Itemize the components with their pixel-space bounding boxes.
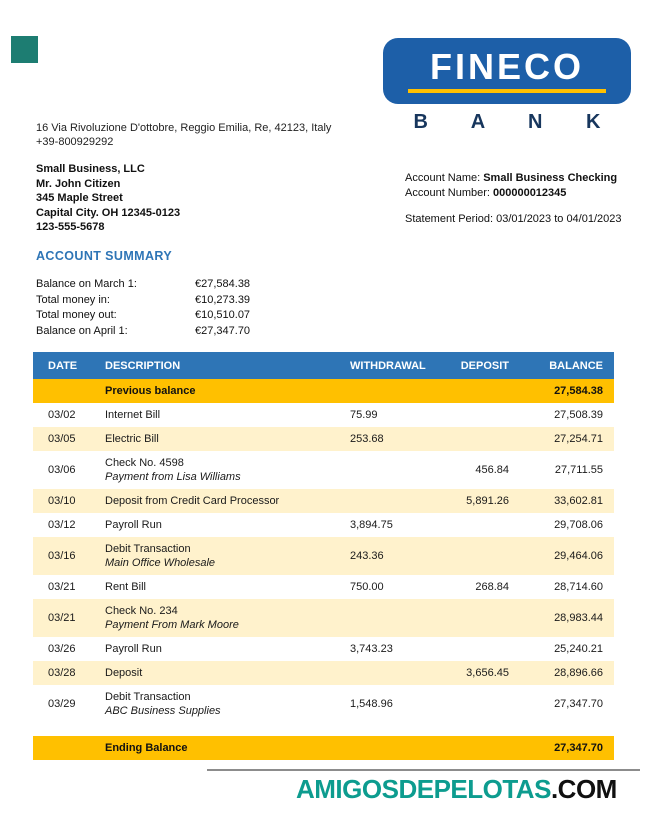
- cell-balance: 28,896.66: [554, 667, 603, 679]
- cell-description: [98, 489, 345, 513]
- account-summary-title: ACCOUNT SUMMARY: [36, 249, 173, 263]
- cell-date: 03/05: [48, 433, 76, 445]
- cell-balance: 27,347.70: [554, 698, 603, 710]
- cell-description-note: Payment from Lisa Williams: [105, 471, 241, 483]
- cell-balance: 28,983.44: [554, 612, 603, 624]
- logo-box: [383, 38, 631, 104]
- summary-label: Total money out:: [36, 309, 117, 321]
- brand-corner-mark: [11, 36, 38, 63]
- cell-balance: 33,602.81: [554, 495, 603, 507]
- cell-description: [98, 537, 345, 575]
- cell-description-note: Payment From Mark Moore: [105, 619, 239, 631]
- customer-contact-line: Mr. John Citizen: [36, 177, 121, 190]
- cell-description-main: Payroll Run: [105, 519, 162, 531]
- customer-city-line: Capital City. OH 12345-0123: [36, 206, 181, 219]
- cell-description: [98, 661, 345, 685]
- table-row: [33, 513, 614, 537]
- summary-row: [36, 324, 250, 340]
- table-spacer-row: [33, 723, 614, 736]
- logo-bank-text: B A N K: [413, 111, 620, 133]
- bank-address-block: [36, 121, 331, 149]
- table-row: [33, 637, 614, 661]
- cell-date: 03/06: [48, 464, 76, 476]
- cell-description-main: Deposit: [105, 667, 143, 679]
- table-row: [33, 736, 614, 760]
- bank-phone: +39-800929292: [36, 136, 114, 148]
- customer-address-block: [36, 162, 180, 235]
- header-description: DESCRIPTION: [105, 359, 181, 372]
- table-header: [33, 352, 614, 379]
- cell-balance: 27,347.70: [554, 742, 603, 754]
- table-row: [33, 537, 614, 575]
- fineco-logo: [383, 38, 631, 134]
- cell-withdrawal: 3,894.75: [350, 519, 393, 531]
- footer-suffix: .COM: [550, 774, 617, 804]
- transactions-table: [33, 352, 614, 760]
- logo-underline: [408, 89, 606, 93]
- summary-value: €27,584.38: [195, 278, 251, 290]
- cell-date: 03/02: [48, 409, 76, 421]
- cell-description: [98, 637, 345, 661]
- cell-date: 03/10: [48, 495, 76, 507]
- cell-description: [98, 403, 345, 427]
- cell-balance: 29,464.06: [554, 550, 603, 562]
- cell-description-main: Deposit from Credit Card Processor: [105, 495, 280, 507]
- cell-description: [98, 736, 345, 760]
- cell-description-main: Check No. 234: [105, 605, 178, 617]
- cell-description: [98, 685, 345, 723]
- footer-brand: AMIGOSDEPELOTAS: [296, 774, 551, 804]
- cell-description-main: Rent Bill: [105, 581, 146, 593]
- cell-deposit: 456.84: [475, 464, 509, 476]
- cell-description-main: Ending Balance: [105, 742, 188, 754]
- account-number-line: [405, 186, 622, 201]
- customer-name-line: Small Business, LLC: [36, 163, 145, 175]
- cell-description-main: Debit Transaction: [105, 691, 191, 703]
- table-row: [33, 489, 614, 513]
- footer-watermark: [296, 774, 617, 805]
- account-name-value: Small Business Checking: [483, 172, 618, 184]
- table-row: [33, 685, 614, 723]
- header-deposit: DEPOSIT: [460, 359, 509, 372]
- table-row: [33, 379, 614, 403]
- cell-balance: 27,508.39: [554, 409, 603, 421]
- cell-withdrawal: 243.36: [350, 550, 384, 562]
- account-summary: [36, 277, 250, 339]
- cell-balance: 25,240.21: [554, 643, 603, 655]
- summary-label: Total money in:: [36, 293, 110, 306]
- cell-date: 03/21: [48, 581, 76, 593]
- statement-period: Statement Period: 03/01/2023 to 04/01/2023: [405, 213, 622, 225]
- cell-date: 03/12: [48, 519, 76, 531]
- customer-street-line: 345 Maple Street: [36, 192, 123, 204]
- cell-balance: 27,254.71: [554, 433, 603, 445]
- cell-withdrawal: 750.00: [350, 581, 384, 593]
- cell-date: 03/29: [48, 698, 76, 710]
- cell-description-main: Payroll Run: [105, 643, 162, 655]
- account-number-value: 000000012345: [492, 186, 567, 199]
- cell-balance: 29,708.06: [554, 519, 603, 531]
- cell-deposit: 3,656.45: [466, 667, 509, 679]
- cell-withdrawal: 1,548.96: [350, 698, 393, 710]
- summary-row: [36, 293, 250, 309]
- footer-divider: [207, 769, 640, 771]
- logo-wordmark: FINECO: [429, 46, 584, 87]
- cell-balance: 27,584.38: [554, 385, 603, 397]
- cell-balance: 27,711.55: [554, 464, 603, 476]
- cell-description: [98, 599, 345, 637]
- cell-description: [98, 575, 345, 599]
- account-number-label: Account Number:: [405, 186, 490, 199]
- cell-description-note: Main Office Wholesale: [105, 557, 216, 569]
- bank-address-line: 16 Via Rivoluzione D'ottobre, Reggio Emilia, Re, 42123, Italy: [36, 122, 332, 134]
- cell-date: 03/16: [48, 550, 76, 562]
- summary-value: €27,347.70: [195, 324, 251, 337]
- header-balance: BALANCE: [549, 359, 603, 372]
- table-row: [33, 661, 614, 685]
- cell-description-main: Debit Transaction: [105, 543, 191, 555]
- cell-date: 03/28: [48, 667, 76, 679]
- account-info-block: [405, 171, 622, 227]
- cell-withdrawal: 253.68: [350, 433, 384, 445]
- summary-label: Balance on March 1:: [36, 278, 137, 290]
- cell-description-main: Internet Bill: [105, 409, 161, 421]
- table-row: [33, 451, 614, 489]
- cell-description-main: Check No. 4598: [105, 457, 184, 469]
- cell-date: 03/21: [48, 612, 76, 624]
- cell-description: [98, 513, 345, 537]
- table-row: [33, 427, 614, 451]
- cell-description: [98, 427, 345, 451]
- summary-value: €10,510.07: [195, 309, 251, 321]
- summary-value: €10,273.39: [195, 293, 251, 306]
- table-row: [33, 599, 614, 637]
- header-withdrawal: WITHDRAWAL: [350, 359, 426, 372]
- cell-description-main: Previous balance: [105, 385, 196, 397]
- cell-description-main: Electric Bill: [105, 433, 159, 445]
- cell-description: [98, 379, 345, 403]
- cell-withdrawal: 75.99: [350, 409, 378, 421]
- cell-description-note: ABC Business Supplies: [105, 705, 221, 717]
- cell-deposit: 268.84: [475, 581, 509, 593]
- account-name-label: Account Name:: [405, 172, 481, 184]
- transactions-body: [33, 379, 614, 760]
- customer-phone-line: 123-555-5678: [36, 221, 105, 233]
- cell-deposit: 5,891.26: [466, 495, 509, 507]
- summary-row: [36, 277, 250, 293]
- account-name-line: [405, 171, 622, 186]
- summary-row: [36, 308, 250, 324]
- table-row: [33, 403, 614, 427]
- table-row: [33, 575, 614, 599]
- cell-balance: 28,714.60: [554, 581, 603, 593]
- cell-description: [98, 451, 345, 489]
- header-date: DATE: [48, 359, 78, 372]
- summary-label: Balance on April 1:: [36, 324, 128, 337]
- cell-date: 03/26: [48, 643, 76, 655]
- cell-withdrawal: 3,743.23: [350, 643, 393, 655]
